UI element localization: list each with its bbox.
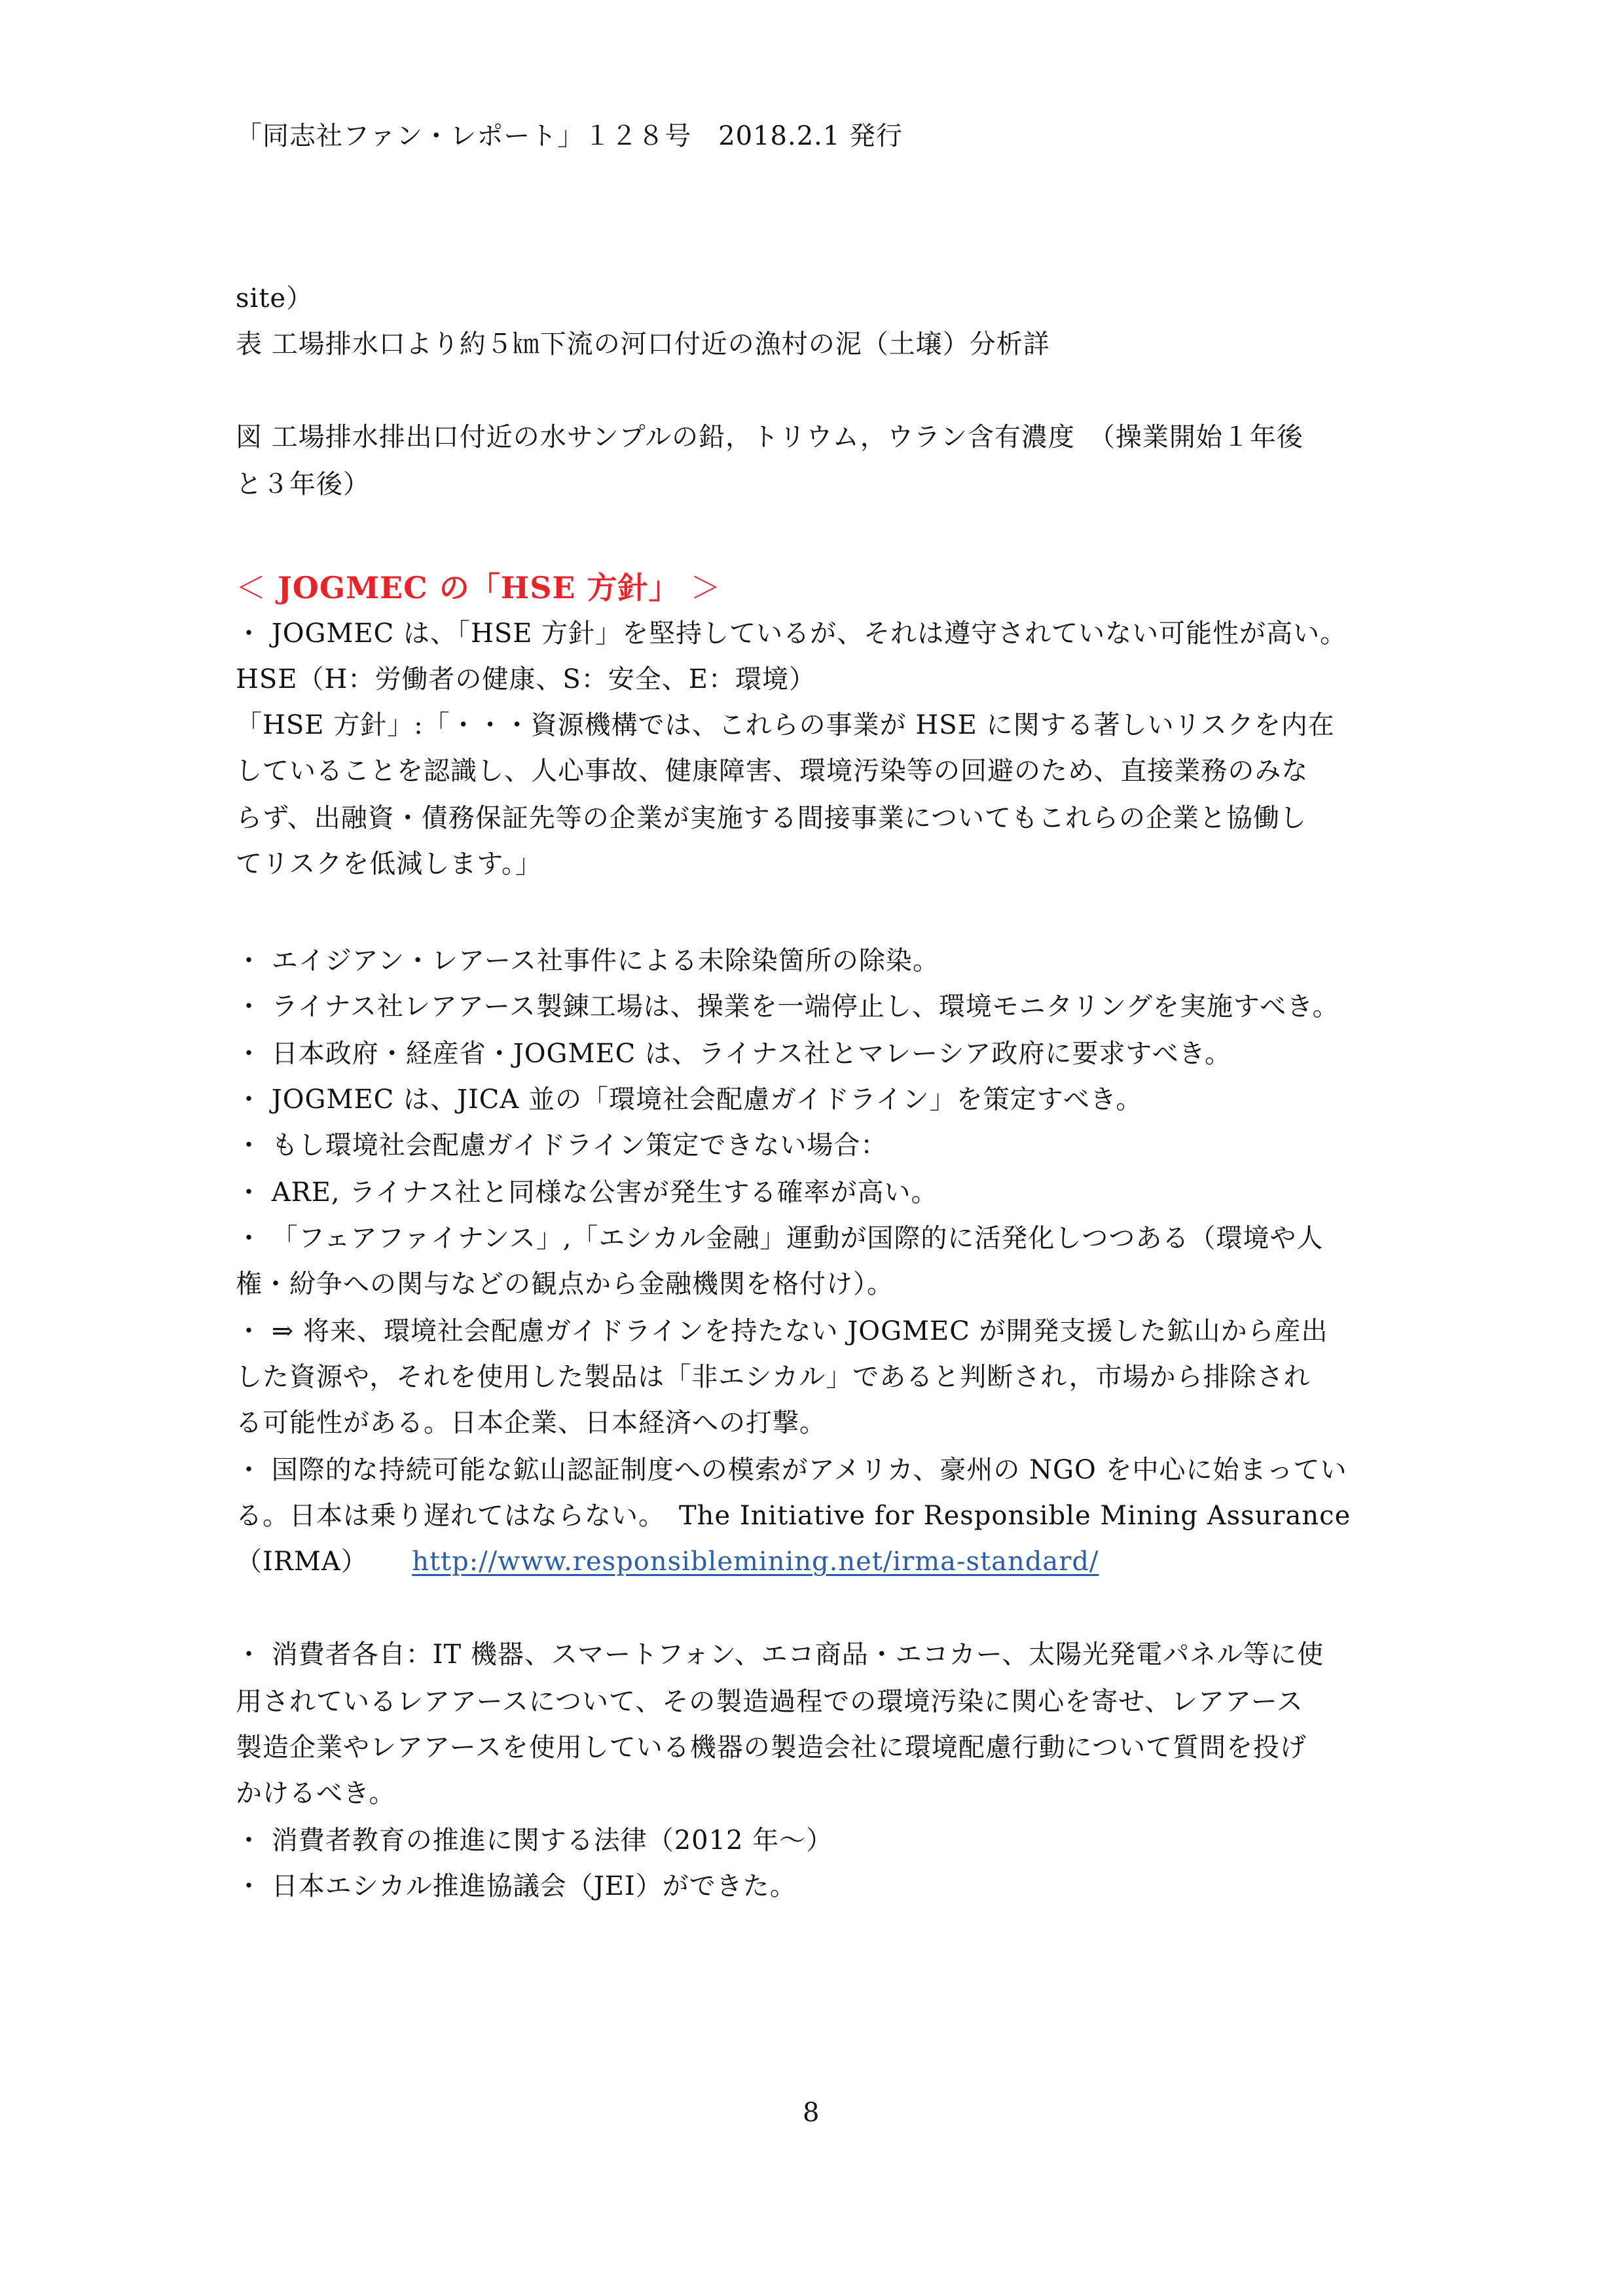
bullet-line: ・ 消費者各自：IT 機器、スマートフォン、エコ商品・エコカー、太陽光発電パネル等に使 — [236, 1640, 1324, 1670]
table-caption: 表 工場排水口より約５㎞下流の河口付近の漁村の泥（土壌）分析詳 — [236, 329, 1050, 359]
heading-open-bracket: ＜ — [236, 570, 266, 605]
irma-label: （IRMA） — [236, 1547, 368, 1577]
page-number: 8 — [803, 2098, 820, 2128]
irma-line — [236, 1543, 1099, 1580]
bullet-line: ・ ライナス社レアアース製錬工場は、操業を一端停止し、環境モニタリングを実施すべき。 — [236, 992, 1340, 1022]
bullet-line: ・ 日本エシカル推進協議会（JEI）ができた。 — [236, 1871, 797, 1901]
intro-line: てリスクを低減します。」 — [236, 849, 542, 879]
bullet-line: ・ ARE, ライナス社と同様な公害が発生する確率が高い。 — [236, 1177, 938, 1208]
heading-close-bracket: ＞ — [690, 570, 721, 605]
bullet-line: ・ エイジアン・レアース社事件による未除染箇所の除染。 — [236, 946, 939, 976]
publication-header: 「同志社ファン・レポート」１２８号 2018.2.1 発行 — [236, 121, 903, 151]
irma-standard-link[interactable]: http://www.responsiblemining.net/irma-standard/ — [412, 1547, 1099, 1577]
bullet-line: ・ もし環境社会配慮ガイドライン策定できない場合： — [236, 1130, 888, 1160]
intro-line: していることを認識し、人心事故、健康障害、環境汚染等の回避のため、直接業務のみな — [236, 756, 1309, 786]
bullet-line: 用されているレアアースについて、その製造過程での環境汚染に関心を寄せ、レアアース — [236, 1687, 1304, 1717]
bullet-line: かけるべき。 — [236, 1778, 396, 1808]
bullet-line: ・ JOGMEC は、JICA 並の「環境社会配慮ガイドライン」を策定すべき。 — [236, 1085, 1143, 1115]
bullet-line: した資源や，それを使用した製品は「非エシカル」であると判断され，市場から排除され — [236, 1362, 1311, 1392]
intro-line: HSE（H：労働者の健康、S：安全、E：環境） — [236, 664, 816, 694]
bullet-line: る可能性がある。日本企業、日本経済への打撃。 — [236, 1408, 826, 1438]
intro-line: ・ JOGMEC は、「HSE 方針」を堅持しているが、それは遵守されていない可能性が高い。 — [236, 619, 1347, 649]
figure-caption-line-2: と３年後） — [236, 469, 370, 499]
intro-line: 「HSE 方針」:「・・・資源機構では、これらの事業が HSE に関する著しいリスクを内在 — [236, 710, 1335, 740]
section-heading — [236, 569, 721, 606]
bullet-line: ・ 日本政府・経産省・JOGMEC は、ライナス社とマレーシア政府に要求すべき。 — [236, 1039, 1231, 1069]
bullet-line: ・ 「フェアファイナンス」,「エシカル金融」運動が国際的に活発化しつつある（環境や人 — [236, 1223, 1324, 1253]
bullet-line: ・ 国際的な持続可能な鉱山認証制度への模索がアメリカ、豪州の NGO を中心に始まってい — [236, 1455, 1347, 1485]
bullet-line: ・ 消費者教育の推進に関する法律（2012 年～） — [236, 1825, 833, 1856]
intro-line: らず、出融資・債務保証先等の企業が実施する間接事業についてもこれらの企業と協働し — [236, 803, 1307, 833]
figure-caption-line-1: 図 工場排水排出口付近の水サンプルの鉛，トリウム，ウラン含有濃度 （操業開始１年後 — [236, 422, 1304, 452]
site-caption-tail: site） — [236, 283, 314, 314]
bullet-line: ・ ⇒ 将来、環境社会配慮ガイドラインを持たない JOGMEC が開発支援した鉱山から産出 — [236, 1316, 1328, 1346]
bullet-line: 権・紛争への関与などの観点から金融機関を格付け）。 — [236, 1269, 894, 1299]
heading-title: JOGMEC の「HSE 方針」 — [278, 570, 680, 605]
bullet-line: る。日本は乗り遅れてはならない。 The Initiative for Responsible Mining Assurance — [236, 1501, 1351, 1531]
bullet-line: 製造企業やレアアースを使用している機器の製造会社に環境配慮行動について質問を投げ — [236, 1732, 1307, 1763]
